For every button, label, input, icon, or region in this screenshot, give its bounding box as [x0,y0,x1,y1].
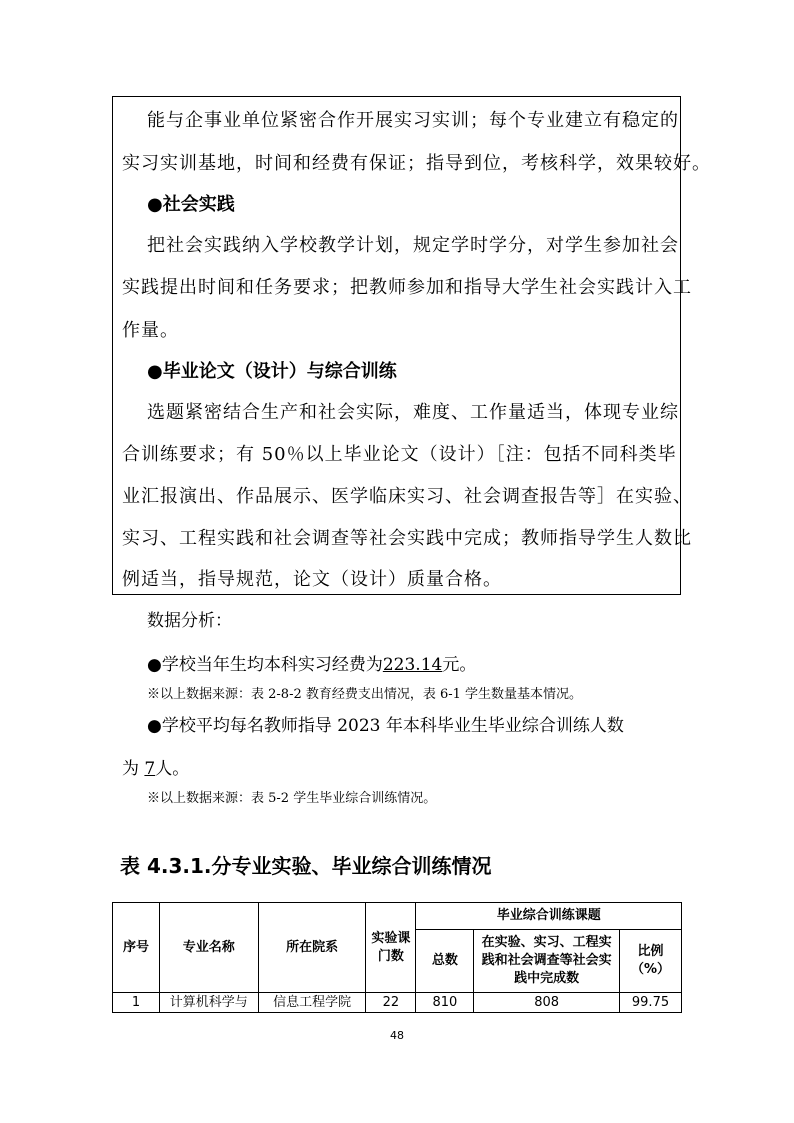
paragraph-line: 例适当，指导规范，论文（设计）质量合格。 [122,569,502,590]
table-row [113,993,682,1013]
header-group: 毕业综合训练课题 [416,903,682,930]
section-heading-social-practice: ●社会实践 [147,194,235,215]
paragraph-line: 业汇报演出、作品展示、医学临床实习、社会调查报告等］在实验、 [122,486,692,507]
students-per-teacher-value: 7 [144,759,156,779]
header-practice: 在实验、实习、工程实践和社会调查等社会实践中完成数 [474,930,620,993]
cell-ratio: 99.75 [620,993,682,1013]
cell-courses: 22 [366,993,416,1013]
header-major: 专业名称 [159,903,258,993]
header-total: 总数 [416,930,474,993]
header-no: 序号 [113,903,160,993]
cell-total: 810 [416,993,474,1013]
page-number: 48 [390,1029,404,1042]
cell-major: 计算机科学与 [159,993,258,1013]
cell-done: 808 [474,993,620,1013]
table-title: 表 4.3.1.分专业实验、毕业综合训练情况 [120,854,492,878]
section-heading-thesis: ●毕业论文（设计）与综合训练 [147,361,397,382]
internship-fund-value: 223.14 [382,655,443,675]
paragraph-line: 实践提出时间和任务要求；把教师参加和指导大学生社会实践计入工 [122,277,692,298]
training-table [112,902,682,1013]
source-note: ※以上数据来源：表 5-2 学生毕业综合训练情况。 [147,791,437,806]
paragraph-line: 能与企事业单位紧密合作开展实习实训；每个专业建立有稳定的 [147,110,679,131]
header-ratio: 比例（%） [620,930,682,993]
bullet-text: ●学校当年生均本科实习经费为 [147,655,383,675]
analysis-label: 数据分析： [147,611,232,631]
analysis-bullet-1 [147,650,476,675]
cell-college: 信息工程学院 [258,993,366,1013]
analysis-bullet-2-cont [122,754,189,779]
paragraph-line: 实习实训基地，时间和经费有保证；指导到位，考核科学，效果较好。 [122,153,711,174]
bullet-text: 元。 [442,655,477,675]
cell-no: 1 [113,993,160,1013]
source-note: ※以上数据来源：表 2-8-2 教育经费支出情况，表 6-1 学生数量基本情况。 [147,687,583,702]
header-college: 所在院系 [258,903,366,993]
paragraph-line: 合训练要求；有 50％以上毕业论文（设计）［注：包括不同科类毕 [122,444,677,465]
header-courses: 实验课门数 [366,903,416,993]
bullet-text: 为 [122,759,139,779]
analysis-bullet-2: ●学校平均每名教师指导 2023 年本科毕业生毕业综合训练人数 [147,716,624,736]
paragraph-line: 作量。 [122,320,179,341]
paragraph-line: 选题紧密结合生产和社会实际，难度、工作量适当，体现专业综 [147,402,679,423]
paragraph-line: 把社会实践纳入学校教学计划，规定学时学分，对学生参加社会 [147,235,679,256]
paragraph-line: 实习、工程实践和社会调查等社会实践中完成；教师指导学生人数比 [122,528,692,549]
bullet-text: 人。 [155,759,190,779]
